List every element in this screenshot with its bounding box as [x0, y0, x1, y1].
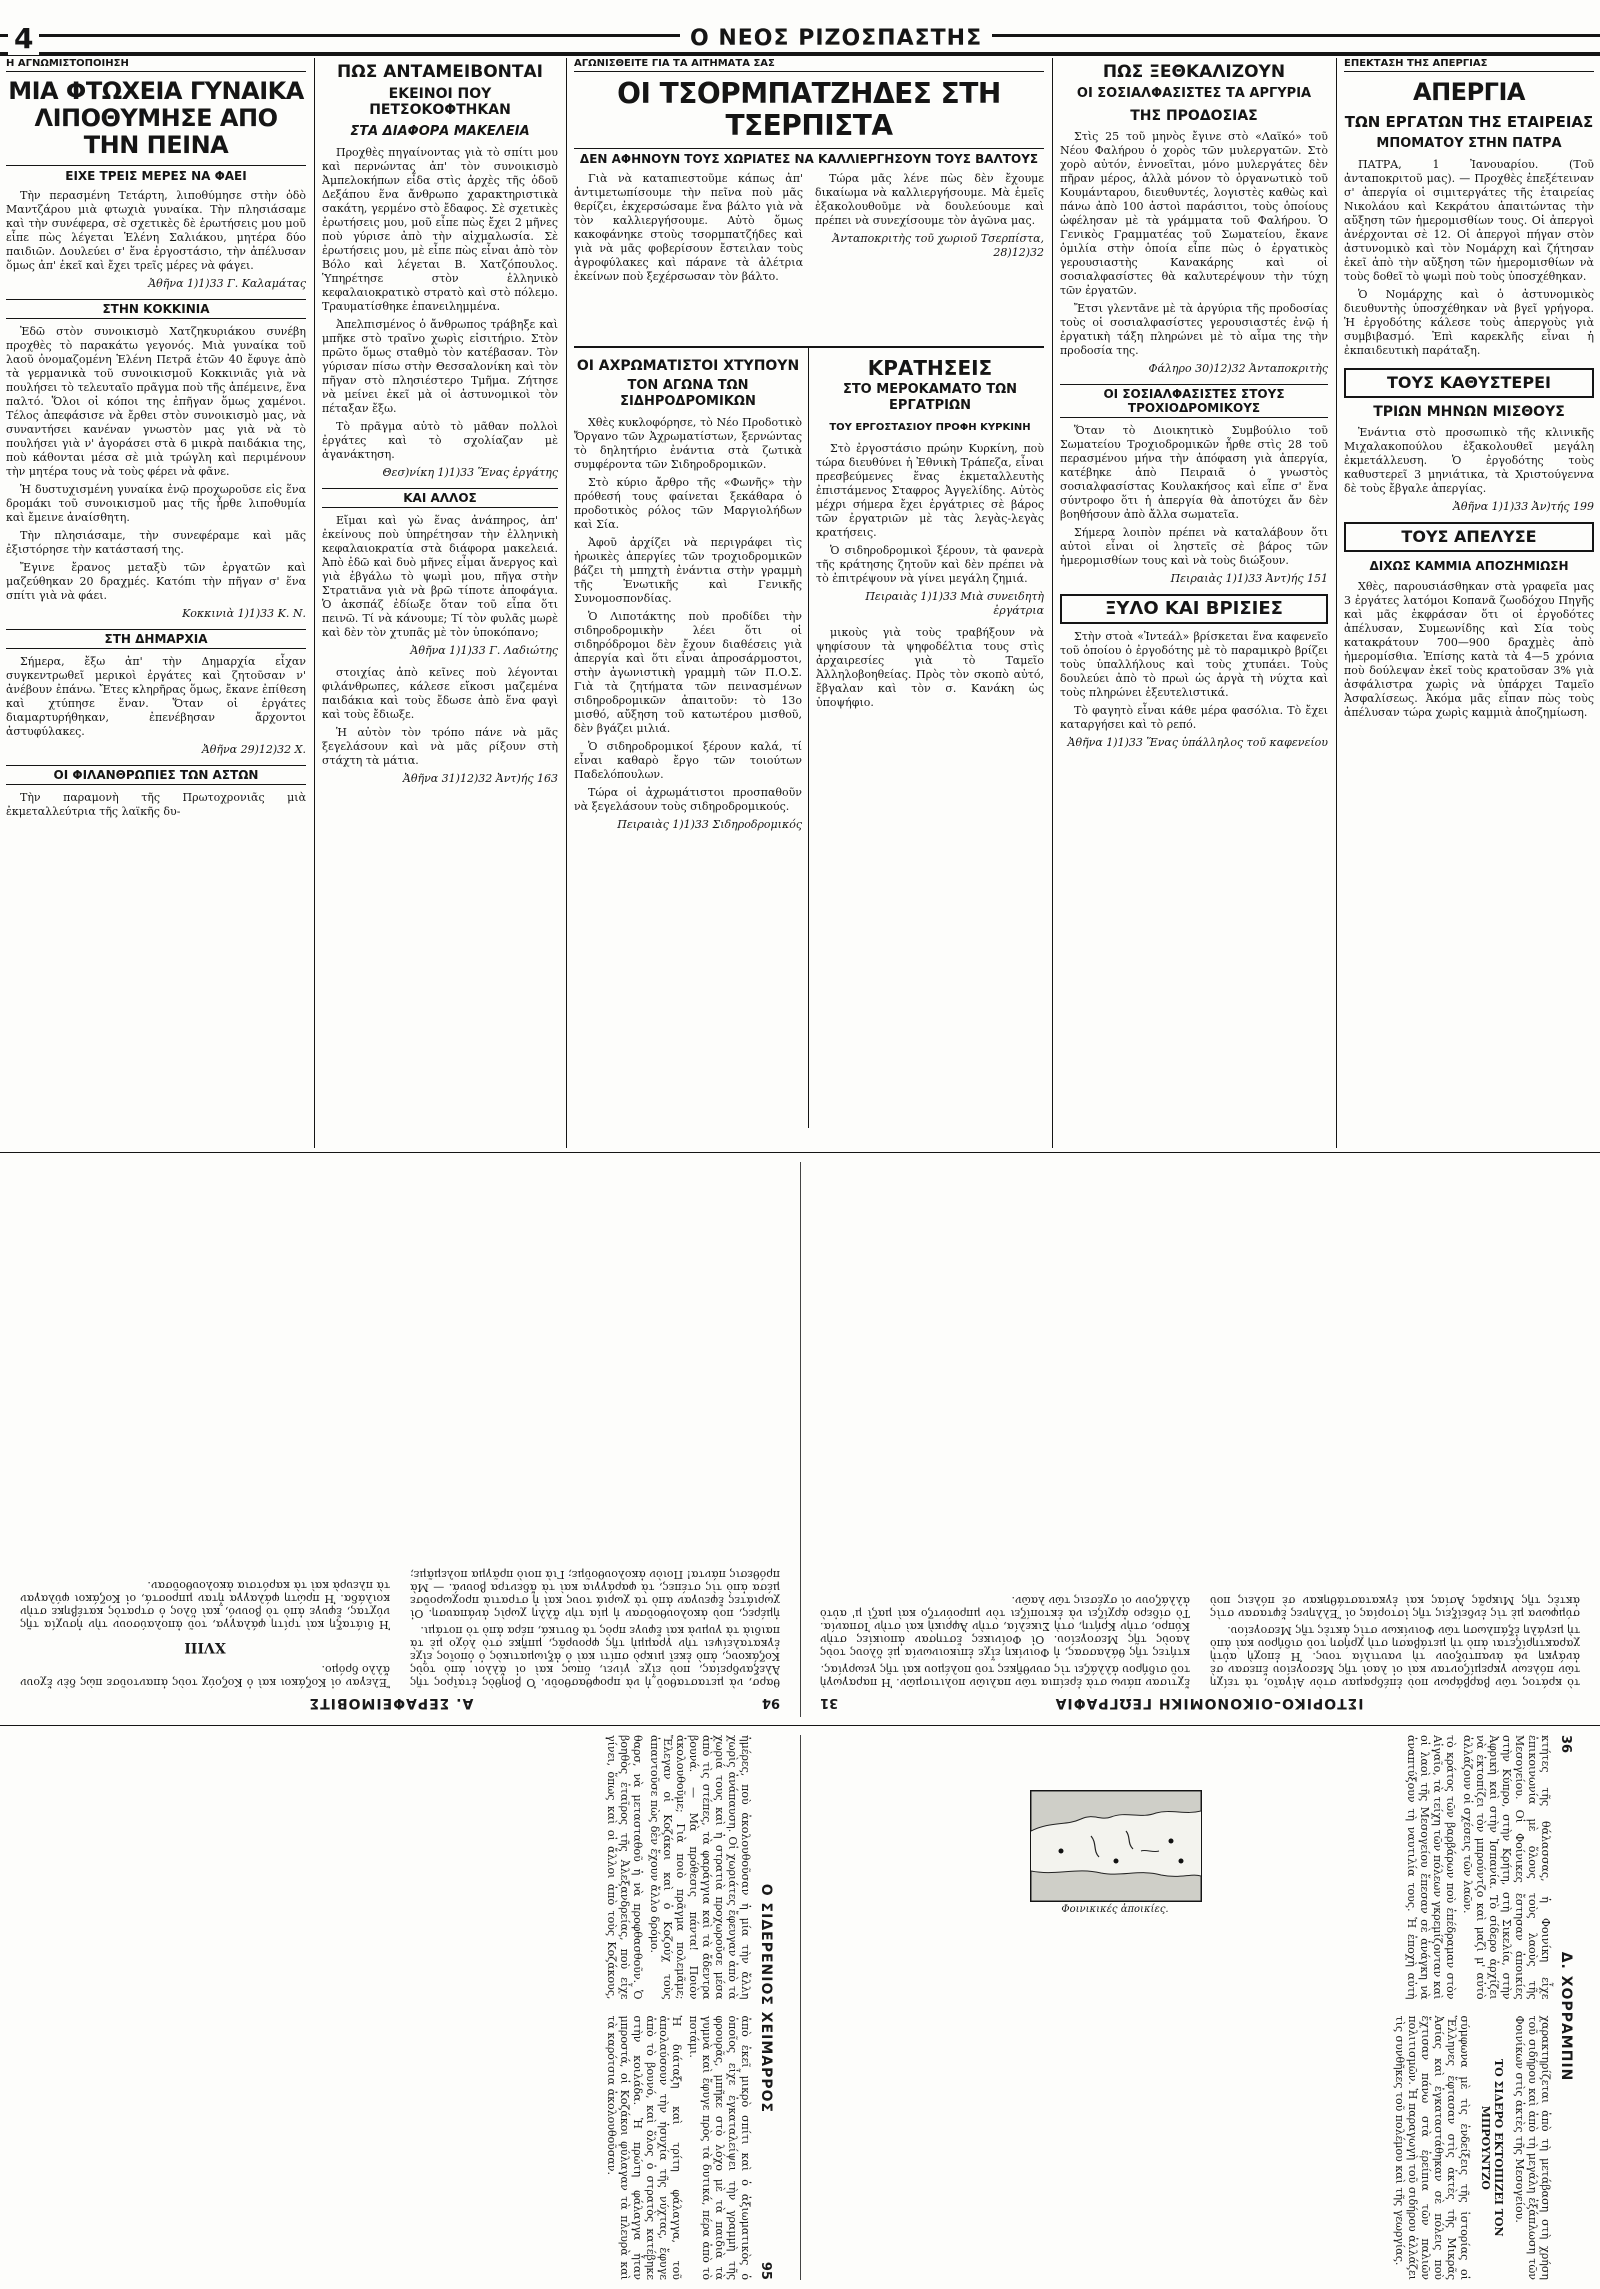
- lower-right-text-d: σύμφωνα μὲ τὶς ἐνδείξεις τῆς ἱστορίας οἱ Ἕλληνες ἔφτασαν στὶς ἀκτὲς τῆς Μικρᾶς Ἀσίας καὶ ἐγκαταστάθηκαν σὲ πόλεις ποὺ ἔχτισαν πάνω στὰ ἐρείπια τῶν παλιῶν πολιτισμῶν. Ἡ παραγωγὴ τοῦ σιδήρου ἀλλάζει τὶς συνθῆκες τοῦ πολέμου καὶ τῆς γεωργίας.: [1393, 2015, 1471, 2280]
- lower-left-text-e: ἡμέρες, ποὺ ἀκολουθοῦσαν ἡ μία τὴν ἄλλη χωρὶς ἀνάπαυση. Οἱ χωριάτες ἔφευγαν ἀπὸ τὰ χωριά τους καὶ ἡ στρατιὰ προχωροῦσε μέσα ἀπὸ τὶς στέπες, τὰ φαράγγια καὶ τὰ ἄδεντρα βουνά. — Μὰ πρόθεσις πάντα! Ποιὸν ἀκολουθοῦμε; Γιὰ ποιὸ πρᾶγμα πολεμᾶμε; Ἔλεγαν οἱ Κοζάκοι καὶ ὁ Κοζούχ τοὺς ἀπαντοῦσε πὼς δὲν ἔχουν ἄλλο δρόμο.: [648, 1735, 752, 2000]
- col1-sec2-title: ΣΤΗΝ ΚΟΚΚΙΝΙΑ: [6, 299, 306, 319]
- column-4: [1060, 58, 1328, 1148]
- lower-right-page-number: 36: [1558, 1735, 1574, 1754]
- col1-story2: Ἐδῶ στὸν συνοικισμὸ Χατζηκυριάκου συνέβη προχθὲς τὸ παρακάτω γεγονός. Μιὰ γυναίκα τοῦ λαοῦ ὀνομαζομένη Ἑλένη Πετρᾶ ἐτῶν 40 ἔφυγε ἀπὸ τὰ γερμανικὰ τοῦ συνοικισμοῦ Κοκκινιᾶς γιὰ νὰ πουλήσει τὸ τελευταῖο πρᾶγμα ποὺ τῆς ἀπέμεινε, ἕνα παλτό. Ὅλοι οἱ κόποι της ἐπῆγαν ὅμως χαμένοι. Τέλος ἀπεφάσισε νὰ ἔρθει στὸν συνοικισμὸ μας, νὰ συναντήσει κανέναν γνωστὸν μας γιὰ νὰ τὸ πουλήσει γιὰ ν' ἀγοράσει στὰ 6 μικρὰ παιδάκια της, ποὺ κάθονται μέσα σὲ μιὰ τρώγλη καὶ περιμένουν τὴν μητέρα τους νὰ τοὺς φέρει νὰ φᾶνε.: [6, 325, 306, 478]
- col5-box2-title1: ΤΟΥΣ ΑΠΕΛΥΣΕ: [1344, 522, 1594, 552]
- col2-story3-sig: Ἀθῆνα 31)12)32 Ἀντ)ής 163: [402, 772, 558, 785]
- col4-headline1: ΠΩΣ ΞΕΘΚΑΛΙΖΟΥΝ: [1102, 62, 1286, 82]
- col4-headline3: ΤΗΣ ΠΡΟΔΟΣΙΑΣ: [1130, 108, 1258, 124]
- col2-sec2-title: ΚΑΙ ΑΛΛΟΣ: [322, 488, 558, 508]
- col4-boxed-title: ΞΥΛΟ ΚΑΙ ΒΡΙΣΙΕΣ: [1060, 594, 1328, 624]
- col1-story2d: Ἔγινε ἔρανος μεταξὺ τῶν ἐργατῶν καὶ μαζεύθηκαν 20 δραχμές. Κατόπι τὴν πῆγαν σ' ἕνα σπίτι γιὰ νὰ φάει.: [6, 561, 306, 602]
- col3-story1b: Τώρα μᾶς λένε πὼς δὲν ἔχουμε δικαίωμα νὰ καλλιεργήσουμε. Μὰ ἐμεῖς ἐξακολουθοῦμε νὰ δουλεύουμε καὶ πρέπει νὰ συνεχίσουμε τὸν ἀγῶνα μας.: [815, 172, 1044, 227]
- map-caption: Φοινικικές ἀποικίες.: [1061, 1904, 1169, 1915]
- col1-story1: Τὴν περασμένη Τετάρτη, λιποθύμησε στὴν ὁδὸ Μαντζάρου μιὰ φτωχιὰ γυναίκα. Τὴν πλησιάσαμε καὶ τὴν συνέφερα, σὲ σχετικὲς δὲ ἐρωτήσεις μου μοῦ εἶπε πὼς λέγεται Ἑλένη Σαλιάκου, μητέρα δύο παιδιῶν. Δουλεύει σ' ἕνα ἐργοστάσιο, τὴν ἀπέλυσαν ὅμως ἀπ' ἐκεῖ καὶ ἔχει τρεῖς μέρες νὰ φάγει.: [6, 189, 306, 272]
- col2-headline3: ΣΤΑ ΔΙΑΦΟΡΑ ΜΑΚΕΛΕΙΑ: [350, 124, 530, 139]
- masthead: [0, 0, 1600, 56]
- col3-right-story-b: Ὁ σιδηροδρομικοὶ ξέρουν, τὰ φανερὰ τῆς κράτησης ζητοῦν καὶ δὲν πρέπει νὰ τὸ ἐπιτρέψουν νὰ γίνει μεγάλη ζημιά.: [816, 544, 1044, 585]
- col3-story-block: [574, 172, 1044, 342]
- col4-story1-sig: Φάληρο 30)12)32 Ἀνταποκριτὴς: [1148, 362, 1328, 375]
- column-rule: [314, 58, 315, 1148]
- col5-headline1: ΑΠΕΡΓΙΑ: [1413, 78, 1525, 106]
- column-2: [322, 58, 558, 1148]
- col1-headline: ΜΙΑ ΦΤΩΧΕΙΑ ΓΥΝΑΙΚΑ ΛΙΠΟΘΥΜΗΣΕ ΑΠΟ ΤΗΝ ΠΕΙΝΑ: [8, 77, 304, 159]
- col2-story1b: Ἀπελπισμένος ὁ ἄνθρωπος τράβηξε καὶ μπῆκε στὸ τραῖνο χωρὶς εἰσιτήριο. Στὸν πρῶτο ὅμως σταθμὸ τὸν κατέβασαν. Τὸν γύρισαν πίσω στὴν Θεσσαλονίκη καὶ τὸν πῆγαν στὸ πλησιέστερο Τμῆμα. Ζήτησε νὰ μείνει ἐκεῖ μὰ οἱ ἀστυνομικοὶ τὸν πέταξαν ἔξω.: [322, 318, 558, 415]
- col5-story1: ΠΑΤΡΑ, 1 Ἰανουαρίου. (Τοῦ ἀνταποκριτοῦ μας). — Προχθὲς ἐπεξέτειναν σ' ἀπεργία οἱ σιμιτεργάτες τῆς ἑταιρείας Νικολάου καὶ Κεκράτου ἀπαιτώντας τὴν αὔξηση τῶν ἡμερομισθίων τους. Οἱ ἀπεργοὶ ἀνέρχονται σὲ 12. Οἱ ἀπεργοὶ πήγαν στὸν ἀστυνομικὸ καὶ τὸν Νομάρχη καὶ ζήτησαν ἐκεῖ ἀπὸ τὴν αὔξηση τῶν ἡμερομισθίων νὰ τοὺς δοθεῖ τὸ ψωμὶ ποὺ τοὺς ὑποσχέθηκαν.: [1344, 158, 1594, 283]
- col2-headline1: ΠΩΣ ΑΝΤΑΜΕΙΒΟΝΤΑΙ: [337, 62, 543, 82]
- col1-story3: Σήμερα, ἔξω ἀπ' τὴν Δημαρχία εἶχαν συγκεντρωθεῖ μερικοὶ ἐργάτες καὶ ζητοῦσαν ν' ἀνέβουν ἐπάνω. Ἔτες κληρῆρας ὅμως, ἔκανε ἐπίθεση καὶ χτύπησε ἕναν. Ὅταν οἱ ἐργάτες διαμαρτυρήθηκαν, ἐπενέβησαν ἄρχοντοι ἀστυφύλακες.: [6, 655, 306, 738]
- lower-left-text-b: Ἡ διάταξη καὶ τρίτη φάλαγγα, τοῦ ἀπολαύσουν τὴν ἡσυχία τῆς νύχτας, ἔφυγε ἀπὸ τὸ βουνό, καὶ ὅλος ὁ στρατὸς κατέβηκε στὴν κοιλάδα. Ἡ πρώτη φάλαγγα ἦταν μπροστά, οἱ Κοζάκοι φύλαγαν τὰ πλευρὰ καὶ τὰ καρότσια ἀκολουθοῦσαν.: [605, 2015, 683, 2280]
- rotated-page-upper-left: [20, 1162, 780, 1717]
- col3-left-article: [574, 354, 802, 840]
- lower-left-page-number: 95: [758, 2261, 774, 2280]
- column-5: [1344, 58, 1594, 1148]
- upper-right-text-d: σύμφωνα μὲ τὶς ἐνδείξεις τῆς ἱστορίας οἱ Ἕλληνες ἔφτασαν στὶς ἀκτὲς τῆς Μικρᾶς Ἀσίας καὶ ἐγκαταστάθηκαν σὲ πόλεις ποὺ ἔχτισαν πάνω στὰ ἐρείπια τῶν παλιῶν πολιτισμῶν. Ἡ παραγωγὴ τοῦ σιδήρου ἀλλάζει τὶς συνθῆκες τοῦ πολέμου καὶ τῆς γεωργίας.: [820, 1594, 1580, 1689]
- col5-headline2: ΤΩΝ ΕΡΓΑΤΩΝ ΤΗΣ ΕΤΑΙΡΕΙΑΣ: [1344, 113, 1594, 131]
- top-section: [0, 58, 1600, 1148]
- col4-story2: Ὅταν τὸ Διοικητικὸ Συμβούλιο τοῦ Σωματείου Τροχιοδρομικῶν ἦρθε στὶς 28 τοῦ περασμένου μήνα τὴν ἀπόφαση γιὰ ἀπεργία, κατέβηκε ἀπὸ Πειραιᾶ ὁ γνωστὸς σοσιαλφασίστας Κουλακήσος καὶ εἶπε σ' ἕνα σύντροφο ὅτι ἡ ἀπεργία θὰ ἀποτύχει ἄν δὲν βοηθήσουν ἀπὸ ἄλλα σωματεῖα.: [1060, 424, 1328, 521]
- col3-story1: Γιὰ νὰ καταπιεστοῦμε κάπως ἀπ' ἀντιμετωπίσουμε τὴν πεῖνα ποὺ μᾶς θερίζει, ἐκχερσώσαμε ἕνα βάλτο γιὰ νὰ τὸν καλλιεργήσουμε. Αὐτὸ ὅμως κακοφάνηκε στοὺς τσορμπατζήδες καὶ γιὰ νὰ μᾶς φοβερίσουν ἔστειλαν τοὺς ἀγροφύλακες καὶ πάρανε τὰ ἀλέτρια ἐκείνων ποὺ ξεχέρσωσαν τὸν βάλτο.: [574, 172, 803, 283]
- col2-story3: στοιχίας ἀπὸ κεῖνες ποὺ λέγονται φιλάνθρωπες, κάλεσε εἴκοσι μαζεμένα παιδάκια καὶ τοὺς ἔδωσε ἀπὸ ἕνα φαγὶ καὶ τοὺς ἔδιωξε.: [322, 666, 558, 721]
- col4-story1: Στὶς 25 τοῦ μηνὸς ἔγινε στὸ «Λαϊκό» τοῦ Νέου Φαλήρου ὁ χορὸς τῶν μυλεργατῶν. Στὸ χορὸ αὐτόν, ἐννοεῖται, μόνο μυλεργάτες δὲν πῆραν μέρος, ἀλλὰ μόνον τὸ ὀργανωτικὸ τοῦ Κουμάνταρου, διευθυντές, λογιστὲς καθὼς καὶ πάνω ἀπὸ 100 ἀστοὶ παράσιτοι, τοὺς ὁποίους ὠφέλησαν μὲ τὰ γράμματα τοῦ Φαλήρου. Ὁ Γενικὸς Γραμματέας τοῦ Σωματείου, ἔκανε ὁμιλία στὴν ὁποία εἶπε πὼς ὁ ἐργατικὸς γερουσιαστὴς Κανακάρης καὶ οἱ σοσιαλφασίστες θὰ καλυτερέψουν τὴν τύχη τῶν ἐργατῶν.: [1060, 130, 1328, 297]
- col3-left-story-c: Ἀφοῦ ἀρχίζει νὰ περιγράφει τὶς ἡρωικὲς ἀπεργίες τῶν τροχιοδρομικῶν βάζει τὴ μπηχτὴ ἐνάντια στὴν γραμμὴ τῆς Ἑνωτικῆς καὶ Γενικῆς Συνομοσπονδίας.: [574, 536, 802, 605]
- lower-right-text-c: τὸ κράτος τῶν βαρβάρων ποὺ ἐπέδραμαν στὸν Αἰγαῖο, τὰ τείχη τῶν πόλεων γκρεμίζονταν καὶ οἱ λαοὶ τῆς Μεσογείου ἔπεσαν σὲ ἀνάγκη νὰ ἀναπτύξουν τὴ ναυτιλία τους. Ἡ ἐποχὴ αὐτὴ χαρακτηρίζεται ἀπὸ τὴ μετάβαση στὴ χρήση τοῦ σιδήρου καὶ ἀπὸ τὴ μεγάλη ἐξάπλωση τῶν Φοινίκων στὶς ἀκτὲς τῆς Μεσογείου.: [1405, 1735, 1552, 2280]
- upper-left-text-a2: ἡμέρες, ποὺ ἀκολουθοῦσαν ἡ μία τὴν ἄλλη χωρὶς ἀνάπαυση. Οἱ χωριάτες ἔφευγαν ἀπὸ τὰ χωριά τους καὶ ἡ στρατιὰ προχωροῦσε μέσα ἀπὸ τὶς στέπες, τὰ φαράγγια καὶ τὰ ἄδεντρα βουνά. — Μὰ πρόθεσις πάντα! Ποιὸν ἀκολουθοῦμε; Γιὰ ποιὸ πρᾶγμα πολεμᾶμε; Ἔλεγαν οἱ Κοζάκοι καὶ ὁ Κοζούχ τοὺς ἀπαντοῦσε πὼς δὲν ἔχουν ἄλλο δρόμο.: [20, 1568, 780, 1689]
- col2-story1c: Τὸ πρᾶγμα αὐτὸ τὸ μᾶθαν πολλοὶ ἐργάτες καὶ τὸ σχολίαζαν μὲ ἀγανάκτηση.: [322, 420, 558, 461]
- col2-story2: Εἴμαι καὶ γὼ ἕνας ἀνάπηρος, ἀπ' ἐκείνους ποὺ ὑπηρέτησαν τὴν ἑλληνικὴ κεφαλαιοκρατία στὰ διάφορα μακελειά. Ἀπὸ ἐδῶ καὶ δυὸ μῆνες εἶμαι ἄνεργος καὶ γιὰ ἐβγάλω τὸ ψωμὶ μου, πῆγα στὴν Στρατιᾶνα γιὰ νὰ βρῶ τίποτε ἀποφάγια. Ὁ ἀκσπάζ ἐδίωξε ὅταν τοῦ εἶπα ὅτι πεινῶ. Τί νὰ κάνουμε; Τί τὸν φυλᾶς μωρὲ καὶ δὲν τὸν χτυπᾶς μὲ τὸν ὑποκόπανο;: [322, 514, 558, 639]
- col4-story2b: Σήμερα λοιπὸν πρέπει νὰ καταλάβουν ὅτι αὐτοὶ εἶναι οἱ ληστεῖς σὲ βάρος τῶν ἡμερομισθίων τους καὶ νὰ τοὺς διώξουν.: [1060, 526, 1328, 567]
- column-rule: [808, 348, 809, 1128]
- section-divider: [0, 1725, 1600, 1726]
- col2-story3b: Ἡ αὐτὸν τὸν τρόπο πάνε νὰ μᾶς ξεγελάσουν καὶ νὰ μᾶς ρίξουν στὴ στάχτη τὰ μάτια.: [322, 726, 558, 767]
- col4-story2-sig: Πειραιὰς 1)1)33 Ἀντ)ής 151: [1170, 572, 1328, 585]
- column-rule: [1052, 58, 1053, 1148]
- column-rule: [566, 58, 567, 1148]
- col3-left-title2: ΤΟΝ ΑΓΩΝΑ ΤΩΝ ΣΙΔΗΡΟΔΡΟΜΙΚΩΝ: [620, 378, 756, 409]
- col2-headline2: ΕΚΕΙΝΟΙ ΠΟΥ ΠΕΤΣΟΚΟΦΤΗΚΑΝ: [369, 86, 511, 118]
- col5-story3: Χθὲς, παρουσιάσθηκαν στὰ γραφεῖα μας 3 ἐργάτες λατόμοι Κοπανᾶ ζωοδόχου Πηγῆς καὶ μᾶς ἐκφράσαν ὅτι οἱ ἐργοδότες ἀπέλυσαν, Συμεωνίδης καὶ Σία τοὺς κατακράτουν 700—900 δραχμὲς ἀπὸ ἡμερομίσθια. Ἐπίσης κατὰ τὰ 4—5 χρόνια ποὺ δούλεψαν ἐκεῖ τοὺς κρατοῦσαν 3% γιὰ ἀσφάλιστρα χωρὶς νὰ ὑπάρχει Ταμεῖο Ἀσφαλίσεως. Ἀκόμα μᾶς εἶπαν πὼς τοὺς ἀπέλυσαν τώρα χωρὶς καμμιὰ ἀποζημίωση.: [1344, 580, 1594, 719]
- col3-lower: [574, 346, 1044, 1128]
- col3-subhead: ΔΕΝ ΑΦΗΝΟΥΝ ΤΟΥΣ ΧΩΡΙΑΤΕΣ ΝΑ ΚΑΛΛΙΕΡΓΗΣΟΥΝ ΤΟΥΣ ΒΑΛΤΟΥΣ: [574, 148, 1044, 166]
- col1-story2c: Τὴν πλησιάσαμε, τὴν συνεφέραμε καὶ μᾶς ἐξιστόρησε τὴν κατάστασή της.: [6, 529, 306, 556]
- col3-left-story-f: Τώρα οἱ ἀχρωμάτιστοι προσπαθοῦν νὰ ξεγελάσουν τοὺς σιδηροδρομικούς.: [574, 786, 802, 813]
- col3-right-article: [816, 354, 1044, 714]
- col3-left-story-d: Ὁ Λιποτάκτης ποὺ προδίδει τὴν σιδηροδρομικὴν λέει ὅτι οἱ σιδηρόδρομοι δὲν ἔχουν διαθέσεις γιὰ ἀπεργία καὶ ὅτι εἶναι ἀπροσάρμοστοι, στὴν ἀγωνιστικὴ γραμμὴ τῶν Π.Ο.Σ. Γιὰ τὰ ζητήματα τῶν πεινασμένων σιδηροδρομικῶν ἀπαιτοῦν: τὸ 13ο μισθό, αὔξηση τοῦ κατωτέρου μισθοῦ, δὲν βγάζει μιλιά.: [574, 610, 802, 735]
- map-figure: [1030, 1790, 1202, 1902]
- newspaper-title: Ο ΝΕΟΣ ΡΙΖΟΣΠΑΣΤΗΣ: [680, 26, 992, 51]
- rotated-page-upper-right: [820, 1162, 1580, 1717]
- col1-subhead: ΕΙΧΕ ΤΡΕΙΣ ΜΕΡΕΣ ΝΑ ΦΑΕΙ: [6, 165, 306, 183]
- lower-left-running-title: Ο ΣΙΔΕΡΕΝΙΟΣ ΧΕΙΜΑΡΡΟΣ: [758, 1883, 774, 2114]
- upper-right-page-number: 31: [820, 1695, 839, 1711]
- col5-story2-sig: Ἀθῆνα 1)1)33 Ἀν)τής 199: [1452, 500, 1594, 513]
- col3-bottom: μικοὺς γιὰ τοὺς τραβήξουν νὰ ψηφίσουν τὰ ψηφοδέλτια τους στὶς ἀρχαιρεσίες γιὰ τὸ Ταμεῖο Ἀλληλοβοηθείας. Πρὸς τὸν σκοπὸ αὐτό, ἔβγαλαν καὶ τὸν σ. Κανάκη ὡς ὑποψήφιο.: [816, 626, 1044, 709]
- col1-story1-sig: Ἀθῆνα 1)1)33 Γ. Καλαμάτας: [148, 277, 306, 290]
- col2-story1: Προχθὲς πηγαίνοντας γιὰ τὸ σπίτι μου καὶ περνώντας ἀπ' τὸν συνοικισμὸ Ἀμπελοκήπων εἶδα στὶς ἀρχὲς τῆς ὁδοῦ Δεξάπου ἕνα ἄνθρωπο χαρακτηριστικὰ σακάτη, γερμένο στὸ ἔδαφος. Σὲ σχετικὲς ἐρωτήσεις μου, μοῦ εἶπε πὼς ἔχει 2 μῆνες ποὺ γύρισε ἀπὸ τὴν αἰχμαλωσία. Σὲ ἐρωτήσεις μου, μὲ εἶπε πὼς εἶναι ἀπὸ τὸν Βόλο καὶ λέγεται Β. Χατζόπουλος. Ὑπηρέτησε στὸν ἑλληνικὸ κεφαλαιοκρατικὸ στρατὸ καὶ στὸ πόλεμο. Τραυματίσθηκε ἐπανειλημμένα.: [322, 146, 558, 313]
- page-number: 4: [8, 22, 39, 55]
- column-1: [6, 58, 306, 1148]
- upper-right-text-c: τὸ κράτος τῶν βαρβάρων ποὺ ἐπέδραμαν στὸν Αἰγαῖο, τὰ τείχη τῶν πόλεων γκρεμίζονταν καὶ οἱ λαοὶ τῆς Μεσογείου ἔπεσαν σὲ ἀνάγκη νὰ ἀναπτύξουν τὴ ναυτιλία τους. Ἡ ἐποχὴ αὐτὴ χαρακτηρίζεται ἀπὸ τὴ μετάβαση στὴ χρήση τοῦ σιδήρου καὶ ἀπὸ τὴ μεγάλη ἐξάπλωση τῶν Φοινίκων στὶς ἀκτὲς τῆς Μεσογείου.: [1210, 1624, 1580, 1689]
- col3-kicker: ΑΓΩΝΙΣΘΕΙΤΕ ΓΙΑ ΤΑ ΑΙΤΗΜΑΤΑ ΣΑΣ: [574, 58, 1044, 72]
- col5-headline3: ΜΠΟΜΑΤΟΥ ΣΤΗΝ ΠΑΤΡΑ: [1376, 136, 1562, 151]
- column-3: [574, 58, 1044, 1148]
- col4-sec2-title: ΟΙ ΣΟΣΙΑΛΦΑΣΙΣΤΕΣ ΣΤΟΥΣ ΤΡΟΧΙΟΔΡΟΜΙΚΟΥΣ: [1060, 384, 1328, 418]
- col3-left-sig: Πειραιὰς 1)1)33 Σιδηροδρομικός: [617, 818, 802, 831]
- col1-story4: Τὴν παραμονὴ τῆς Πρωτοχρονιᾶς μιὰ ἐκμεταλλεύτρια τῆς λαϊκῆς δυ-: [6, 791, 306, 818]
- col5-story1b: Ὁ Νομάρχης καὶ ὁ ἀστυνομικὸς διευθυντὴς ὑποσχέθηκαν νὰ βγεῖ γρήγορα. Ἡ ἐργοδότης κάλεσε τοὺς ἀπεργοὺς γιὰ συμβιβασμό. Ἐπὶ καρεκλῆς εἶναι ἡ ἐκπαιδευτικὴ παράταξη.: [1344, 288, 1594, 357]
- upper-left-text-a: θαρσ, νὰ μετασταθοῦ ἡ νὰ προφθασθοῦν. Ὁ βοηθὸς ἑταῖρος τῆς Ἀλεξανδρείας, ποὺ εἶχε γίνει, ὅπως καὶ οἱ ἄλλοι ἀπὸ τοὺς Κοζάκους, ἀπὸ ἐκεῖ μικρὸ σπίτι καὶ ὁ ἀξιωματικὸς ὁ ὁποῖος εἶχε ἐγκαταλείψει τὴν γραμμὴ τῆς φρουρᾶς, μπῆκε στὸ λόχο μὲ τὰ παιδιὰ τὰ γυμνὰ καὶ ἔφυγε πρὸς τὰ δυτικά, πέρα ἀπὸ τὸ ποτάμι.: [410, 1624, 780, 1689]
- col5-story2: Ἐνάντια στὸ προσωπικὸ τῆς κλινικῆς Μιχαλακοπούλου ἐξακολουθεῖ μεγάλη ἐκμετάλλευση. Ὁ ἐργοδότης τοὺς καθυστερεῖ 3 μηνιάτικα, τὰ Χριστούγεννα δὲ τοὺς ἔβγαλε ἀπεργίας.: [1344, 426, 1594, 495]
- col3-story1-sig: Ἀνταποκριτὴς τοῦ χωριοῦ Τσερπίστα, 28)12)32: [832, 232, 1044, 259]
- col4-story3: Στὴν στοὰ «Ἰντεάλ» βρίσκεται ἕνα καφενεῖο τοῦ ὁποίου ὁ ἐργοδότης μὲ τὸ παραμικρὸ βρίζει τοὺς ὑπαλλήλους καὶ τοὺς χτυπάει. Τοὺς δουλεύει ἀπὸ τὸ πρωὶ ὡς ἀργὰ τὴ νύχτα καὶ τοὺς πληρώνει ἐξευτελιστικά.: [1060, 630, 1328, 699]
- lower-right-author: Δ. ΧΟΡΡΑΜΠΙΝ: [1558, 1951, 1574, 2082]
- upper-right-text-f: κτήτες τῆς θάλασσας, ἡ Φοινίκη εἶχε ἐπικοινωνία μὲ ὅλους τοὺς λαοὺς τῆς Μεσογείου. Οἱ Φοίνικες ἔστησαν ἀποικίες στὴν Κύπρο, στὴν Κρήτη, στὴ Σικελία, στὴν Ἀφρικὴ καὶ στὴν Ἰσπανία. Τὸ σίδερο ἀρχίζει νὰ ἐκτοπίζει τὸν μπρούντζο καὶ μαζὶ μ' αὐτὸ ἀλλάζουν οἱ σχέσεις τῶν λαῶν.: [820, 1594, 1190, 1659]
- gutter-rule: [800, 1735, 801, 2280]
- col5-box1-title1: ΤΟΥΣ ΚΑΘΥΣΤΕΡΕΙ: [1344, 368, 1594, 398]
- rotated-page-lower-left: [20, 1735, 780, 2280]
- chapter-number: XVIII: [184, 1639, 226, 1655]
- lower-right-text-f: κτήτες τῆς θάλασσας, ἡ Φοινίκη εἶχε ἐπικοινωνία μὲ ὅλους τοὺς λαοὺς τῆς Μεσογείου. Οἱ Φοίνικες ἔστησαν ἀποικίες στὴν Κύπρο, στὴν Κρήτη, στὴ Σικελία, στὴν Ἀφρικὴ καὶ στὴν Ἰσπανία. Τὸ σίδερο ἀρχίζει νὰ ἐκτοπίζει τὸν μπρούντζο καὶ μαζὶ μ' αὐτὸ ἀλλάζουν οἱ σχέσεις τῶν λαῶν.: [1461, 1735, 1552, 2000]
- upper-left-text-b: Ἡ διάταξη καὶ τρίτη φάλαγγα, τοῦ ἀπολαύσουν τὴν ἡσυχία τῆς νύχτας, ἔφυγε ἀπὸ τὸ βουνό, καὶ ὅλος ὁ στρατὸς κατέβηκε στὴν κοιλάδα. Ἡ πρώτη φάλαγγα ἦταν μπροστά, οἱ Κοζάκοι φύλαγαν τὰ πλευρὰ καὶ τὰ καρότσια ἀκολουθοῦσαν.: [20, 1579, 390, 1631]
- upper-left-page-number: 94: [761, 1695, 780, 1711]
- mediterranean-map-image: [1031, 1791, 1201, 1901]
- col3-left-title1: ΟΙ ΑΧΡΩΜΑΤΙΣΤΟΙ ΧΤΥΠΟΥΝ: [576, 358, 800, 374]
- col3-right-title3: ΤΟΥ ΕΡΓΟΣΤΑΣΙΟΥ ΠΡΟΦΗ ΚΥΡΚΙΝΗ: [829, 422, 1031, 433]
- upper-right-running-title: ΙΣΤΟΡΙΚΟ–ΟΙΚΟΝΟΜΙΚΗ ΓΕΩΓΡΑΦΙΑ: [1054, 1695, 1364, 1711]
- col3-right-title: ΚΡΑΤΗΣΕΙΣ: [867, 356, 993, 380]
- col1-story2b: Ἡ δυστυχισμένη γυναίκα ἐνῷ προχωροῦσε εἰς ἕνα δρομάκι τοῦ συνοικισμοῦ μας τῆς ἦρθε λιποθυμία καὶ ἔμεινε ἀναίσθητη.: [6, 483, 306, 524]
- col3-right-title2: ΣΤΟ ΜΕΡΟΚΑΜΑΤΟ ΤΩΝ ΕΡΓΑΤΡΙΩΝ: [842, 382, 1018, 413]
- col3-left-story-e: Ὁ σιδηροδρομικοί ξέρουν καλά, τί εἶναι καθαρὸ ἔργο τῶν τοιούτων Παδελόπουλων.: [574, 740, 802, 781]
- col1-story3-sig: Ἀθῆνα 29)12)32 Χ.: [201, 743, 306, 756]
- col4-story1b: Ἔτσι γλεντᾶνε μὲ τὰ ἀργύρια τῆς προδοσίας τοὺς οἱ σοσιαλφασίστες γερουσιαστές ἐνῷ ἡ ἐργατικὴ τάξη πληρώνει μὲ τὸ αἷμα της τὴν προδοσία της.: [1060, 302, 1328, 357]
- lower-left-text-a: θαρσ, νὰ μετασταθοῦ ἡ νὰ προφθασθοῦν. Ὁ βοηθὸς ἑταῖρος τῆς Ἀλεξανδρείας, ποὺ εἶχε γίνει, ὅπως καὶ οἱ ἄλλοι ἀπὸ τοὺς Κοζάκους, ἀπὸ ἐκεῖ μικρὸ σπίτι καὶ ὁ ἀξιωματικὸς ὁ ὁποῖος εἶχε ἐγκαταλείψει τὴν γραμμὴ τῆς φρουρᾶς, μπῆκε στὸ λόχο μὲ τὰ παιδιὰ τὰ γυμνὰ καὶ ἔφυγε πρὸς τὰ δυτικά, πέρα ἀπὸ τὸ ποτάμι.: [605, 1735, 752, 2280]
- col1-story2-sig: Κοκκινιὰ 1)1)33 Κ. Ν.: [182, 607, 306, 620]
- col3-right-sig: Πειραιὰς 1)1)33 Μιὰ συνειδητὴ ἐργάτρια: [865, 590, 1044, 617]
- col1-kicker: Η ΑΓΝΩΜΙΣΤΟΠΟΙΗΣΗ: [6, 58, 306, 72]
- col5-box1-title2: ΤΡΙΩΝ ΜΗΝΩΝ ΜΙΣΘΟΥΣ: [1373, 404, 1565, 420]
- col4-story3-sig: Ἀθῆνα 1)1)33 Ἕνας ὑπάλληλος τοῦ καφενείου: [1067, 736, 1328, 749]
- column-rule: [1336, 58, 1337, 1148]
- col2-story1-sig: Θεσ)νίκη 1)1)33 Ἕνας ἐργάτης: [382, 466, 558, 479]
- col1-sec4-title: ΟΙ ΦΙΛΑΝΘΡΩΠΙΕΣ ΤΩΝ ΑΣΤΩΝ: [6, 765, 306, 785]
- col1-sec3-title: ΣΤΗ ΔΗΜΑΡΧΙΑ: [6, 629, 306, 649]
- col3-headline: ΟΙ ΤΣΟΡΜΠΑΤΖΗΔΕΣ ΣΤΗ ΤΣΕΡΠΙΣΤΑ: [617, 77, 1001, 142]
- gutter-rule: [800, 1162, 801, 1717]
- lower-right-section-caption: ΤΟ ΣΙΔΕΡΟ ΕΚΤΟΠΙΖΕΙ ΤΟΝ ΜΠΡΟΥΝΤΖΟ: [1479, 2058, 1505, 2237]
- col5-box2-title2: ΔΙΧΩΣ ΚΑΜΜΙΑ ΑΠΟΖΗΜΙΩΣΗ: [1369, 559, 1569, 573]
- col4-headline2: ΟΙ ΣΟΣΙΑΛΦΑΣΙΣΤΕΣ ΤΑ ΑΡΓΥΡΙΑ: [1076, 86, 1312, 101]
- col4-story3b: Τὸ φαγητὸ εἶναι κάθε μέρα φασόλια. Τὸ ἔχει καταργήσει καὶ τὸ ρεπό.: [1060, 704, 1328, 731]
- upper-left-running-title: Α. ΣΕΡΑΦΕΙΜΟΒΙΤΣ: [308, 1695, 474, 1711]
- col5-kicker: ΕΠΕΚΤΑΣΗ ΤΗΣ ΑΠΕΡΓΙΑΣ: [1344, 58, 1594, 72]
- col2-story2-sig: Ἀθῆνα 1)1)33 Γ. Λαδιώτης: [410, 644, 558, 657]
- col3-right-story: Στὸ ἐργοστάσιο πρώην Κυρκίνη, ποὺ τώρα διευθύνει ἡ Ἐθνικὴ Τράπεζα, εἶναι πρεσβεύμενες ἕνας ἐκμεταλλευτὴς ἐπιστάμενος Σταφρος Ἀγγελίδης. Αὐτὸς μέχρι σήμερα ἔχει ἐργάτριες σὲ βάρος τῶν ἐργατριῶν μὲ τὰς λεγὰς-λεγὰς κρατήσεις.: [816, 442, 1044, 539]
- col3-left-story: Χθὲς κυκλοφόρησε, τὸ Νέο Προδοτικὸ Ὄργανο τῶν Ἀχρωματίστων, ξερνώντας τὸ δηλητήριο ἐνάντια στὰ ζωτικὰ συμφέροντα τῶν Σιδηροδρομικῶν.: [574, 416, 802, 471]
- section-divider: [0, 1152, 1600, 1153]
- col3-left-story-b: Στὸ κύριο ἄρθρο τῆς «Φωνῆς» τὴν πρόθεσή τους φαίνεται ξεκάθαρα ὁ προδοτικὸς ρόλος τῶν Μαργιολήδων καὶ Σία.: [574, 476, 802, 531]
